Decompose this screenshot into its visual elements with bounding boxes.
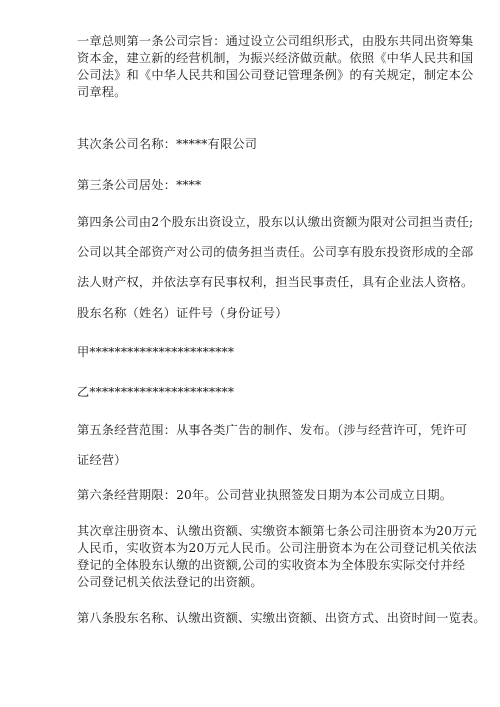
- shareholder-b: [77, 384, 432, 401]
- article-5-business-scope: [77, 415, 468, 475]
- text-line: 第五条经营范围：从事各类广告的制作、发布。（涉与经营许可，凭许可: [77, 423, 468, 437]
- text-line: 人民币，实收资本为20万元人民币。公司注册资本为在公司登记机关依法: [77, 541, 477, 555]
- text-line: 公司登记机关依法登记的出资额。: [77, 575, 263, 589]
- text-line: 证经营）: [77, 453, 127, 467]
- text-line: 公司法》和《中华人民共和国公司登记管理条例》的有关规定，制定本公: [77, 68, 474, 82]
- text-line: 第四条公司由2个股东出资设立，股东以认缴出资额为限对公司担当责任;: [77, 215, 474, 229]
- text-line: 甲***********************: [77, 345, 235, 359]
- text-line: 其次条公司名称：*****有限公司: [77, 137, 258, 151]
- text-line: 法人财产权，并依法享有民事权利，担当民事责任，具有企业法人资格。: [77, 275, 474, 289]
- text-line: 第六条经营期限：20年。公司营业执照签发日期为本公司成立日期。: [77, 488, 453, 502]
- text-line: 登记的全体股东认缴的出资额,公司的实收资本为全体股东实际交付并经: [77, 558, 466, 572]
- text-line: 乙***********************: [77, 385, 235, 399]
- shareholder-a: [77, 344, 432, 361]
- article-3-company-address: [77, 177, 432, 194]
- chapter-2-paragraph: [77, 523, 477, 591]
- article-6-term: [77, 487, 453, 504]
- text-line: 司章程。: [77, 85, 127, 99]
- article-2-company-name: [77, 136, 432, 153]
- article-1-paragraph: [77, 33, 474, 101]
- text-line: 公司以其全部资产对公司的债务担当责任。公司享有股东投资形成的全部: [77, 245, 474, 259]
- article-4-paragraph: [77, 207, 474, 297]
- text-line: 第八条股东名称、认缴出资额、实缴出资额、出资方式、出资时间一览表。: [77, 611, 486, 625]
- text-line: 一章总则第一条公司宗旨：通过设立公司组织形式，由股东共同出资筹集: [77, 34, 474, 48]
- article-8-paragraph: [77, 610, 486, 627]
- shareholder-header: [77, 305, 432, 322]
- text-line: 股东名称（姓名）证件号（身份证号）: [77, 306, 288, 320]
- text-line: 第三条公司居处：****: [77, 178, 202, 192]
- text-line: 资本金，建立新的经营机制，为振兴经济做贡献。依照《中华人民共和国: [77, 51, 474, 65]
- text-line: 其次章注册资本、认缴出资额、实缴资本额第七条公司注册资本为20万元: [77, 524, 477, 538]
